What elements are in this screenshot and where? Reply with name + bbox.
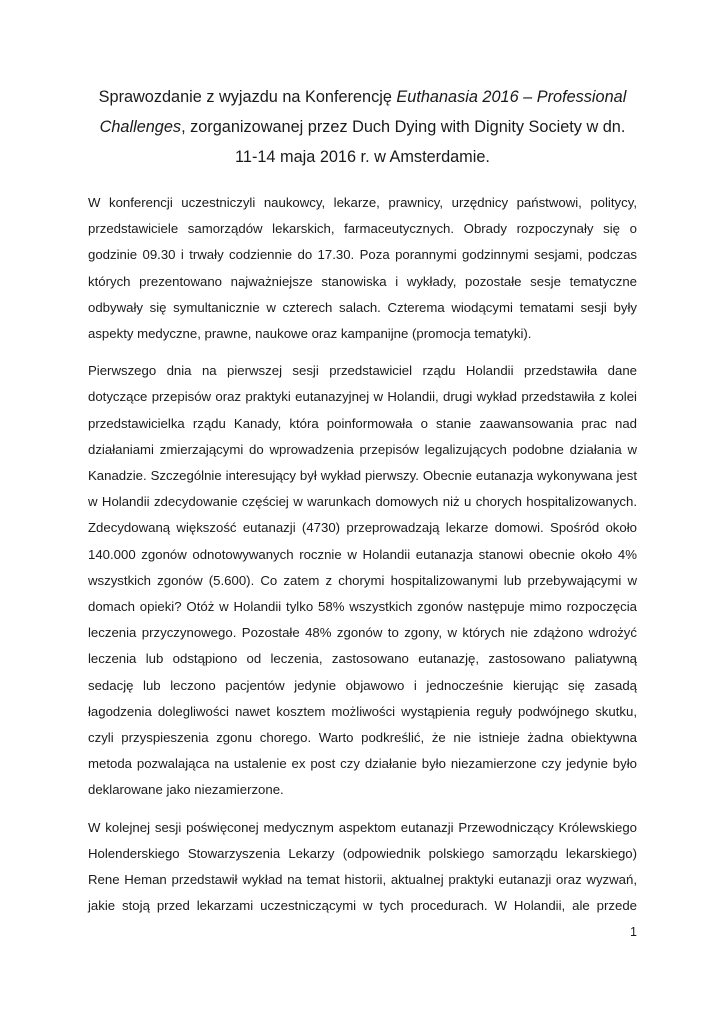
title-text-part1: Sprawozdanie z wyjazdu na Konferencję xyxy=(98,88,397,106)
paragraph-first-day-session: Pierwszego dnia na pierwszej sesji przedstawiciel rządu Holandii przedstawiła dane dotyczące przepisów oraz praktyki eutanazyjnej w Holandii, drugi wykład przedstawiła z kolei przedstawicielka rządu Kanady, która poinformowała o stanie zaawansowania prac nad działaniami zmierzającymi do wprowadzenia przepisów legalizujących podobne działania w Kanadzie. Szczególnie interesujący był wykład pierwszy. Obecnie eutanazja wykonywana jest w Holandii zdecydowanie częściej w warunkach domowych niż u chorych hospitalizowanych. Zdecydowaną większość eutanazji (4730) przeprowadzają lekarze domowi. Spośród około 140.000 zgonów odnotowywanych rocznie w Holandii eutanazja stanowi obecnie około 4% wszystkich zgonów (5.600). Co zatem z chorymi hospitalizowanymi lub przebywającymi w domach opieki? Otóż w Holandii tylko 58% wszystkich zgonów następuje mimo rozpoczęcia leczenia przyczynowego. Pozostałe 48% zgonów to zgony, w których nie zdążono wdrożyć leczenia lub odstąpiono od leczenia, zastosowano eutanazję, zastosowano paliatywną sedację lub leczono pacjentów jedynie objawowo i jednocześnie kierując się zasadą łagodzenia dolegliwości nawet kosztem możliwości wystąpienia reguły podwójnego skutku, czyli przyspieszenia zgonu chorego. Warto podkreślić, że nie istnieje żadna obiektywna metoda pozwalająca na ustalenie ex post czy działanie było niezamierzone czy jedynie było deklarowane jako niezamierzone. xyxy=(88,363,637,798)
paragraph-conference-overview: W konferencji uczestniczyli naukowcy, lekarze, prawnicy, urzędnicy państwowi, politycy, przedstawiciele samorządów lekarskich, farmaceutycznych. Obrady rozpoczynały się o godzinie 09.30 i trwały codziennie do 17.30. Poza porannymi godzinnymi sesjami, podczas których prezentowano najważniejsze stanowiska i wykłady, pozostałe sesje tematyczne odbywały się symultanicznie w czterech salach. Czterema wiodącymi tematami sesji były aspekty medyczne, prawne, naukowe oraz kampanijne (promocja tematyki). xyxy=(88,195,637,342)
document-title xyxy=(88,82,637,172)
title-conference-name: Euthanasia 2016 – Professional Challenges xyxy=(99,88,627,136)
title-text-part2: , zorganizowanej przez Duch Dying with Dignity Society w dn. 11-14 maja 2016 r. w Amsterdamie. xyxy=(181,118,626,166)
paragraph-medical-session: W kolejnej sesji poświęconej medycznym aspektom eutanazji Przewodniczący Królewskiego Holenderskiego Stowarzyszenia Lekarzy (odpowiednik polskiego samorządu lekarskiego) Rene Heman przedstawił wykład na temat historii, aktualnej praktyki eutanazji oraz wyzwań, jakie stoją przed lekarzami uczestniczącymi w tych procedurach. W Holandii, ale przede xyxy=(88,819,637,914)
page-number: 1 xyxy=(630,925,637,939)
